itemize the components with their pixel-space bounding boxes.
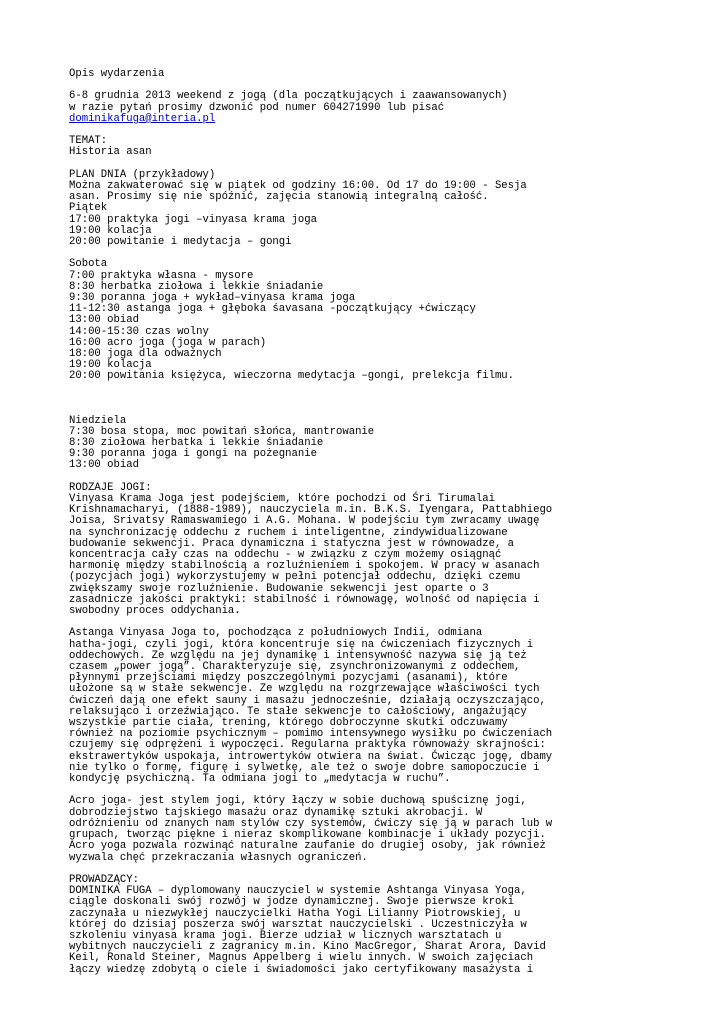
paragraph-line: łączy wiedzę zdobytą o ciele i świadomości jako certyfikowany masażysta i	[69, 963, 534, 976]
sunday-title: Niedziela	[69, 414, 127, 427]
paragraph-line: wybitnych nauczycieli z zagranicy m.in. Kino MacGregor, Sharat Arora, David	[69, 941, 546, 954]
saturday-title: Sobota	[69, 258, 108, 271]
vinyasa-krama-paragraph	[69, 494, 689, 617]
saturday-item: 11-12:30 astanga joga + głęboka śavasana -początkujący +ćwiczący	[69, 303, 476, 316]
document-heading: Opis wydarzenia	[69, 68, 165, 80]
paragraph-line: budowanie sekwencji. Praca dynamiczna i statyczna jest w równowadze, a	[69, 537, 515, 550]
spacer	[69, 383, 689, 416]
sunday-item: 13:00 obiad	[69, 459, 139, 472]
spacer	[69, 248, 689, 259]
saturday-item: 9:30 poranna joga + wykład–vinyasa krama joga	[69, 292, 356, 304]
paragraph-line: harmonię między stabilnością a rozluźnieniem i spokojem. W pracy w asanach	[69, 560, 540, 573]
paragraph-line: oddechowych. Ze względu na jej dynamikę i intensywność nazywa się ją też	[69, 649, 527, 662]
saturday-item: 14:00-15:30 czas wolny	[69, 325, 209, 338]
paragraph-line: wyzwala chęć przekraczania własnych ograniczeń.	[69, 851, 368, 864]
topic-label: TEMAT:	[69, 135, 108, 148]
plan-line: asan. Prosimy się nie spóźnić, zajęcia stanowią integralną całość.	[69, 191, 489, 204]
paragraph-line: ułożone są w stałe sekwencje. Ze względu na rozgrzewające właściwości tych	[69, 683, 540, 696]
paragraph-line: wszystkie partie ciała, trening, którego dobroczynne skutki odczuwamy	[69, 717, 508, 730]
paragraph-line: Krishnamacharyi, (1888-1989), nauczyciela m.in. B.K.S. Iyengara, Pattabhiego	[69, 504, 553, 517]
leaders-label: PROWADZĄCY:	[69, 873, 139, 886]
friday-item: 19:00 kolacja	[69, 224, 152, 237]
spacer	[69, 125, 689, 136]
paragraph-line: na synchronizację oddechu z ruchem i inteligentne, zindywidualizowane	[69, 526, 508, 539]
document-page	[69, 69, 689, 976]
saturday-item: 8:30 herbatka ziołowa i lekkie śniadanie	[69, 280, 324, 293]
paragraph-line: Acro joga- jest stylem jogi, który łączy w sobie duchową spuściznę jogi,	[69, 795, 527, 808]
saturday-item: 13:00 obiad	[69, 314, 139, 327]
paragraph-line: kondycję psychiczną. Ta odmiana jogi to „medytacja w ruchu”.	[69, 773, 451, 786]
paragraph-line: koncentracja cały czas na oddechu - w związku z czym możemy osiągnąć	[69, 549, 502, 562]
sunday-item: 7:30 bosa stopa, moc powitań słońca, mantrowanie	[69, 425, 375, 438]
astanga-paragraph	[69, 628, 689, 785]
intro-line-1: 6-8 grudnia 2013 weekend z jogą (dla początkujących i zaawansowanych)	[69, 90, 508, 103]
sunday-item: 9:30 poranna joga i gongi na pożegnanie	[69, 448, 317, 461]
plan-line: Można zakwaterować się w piątek od godziny 16:00. Od 17 do 19:00 - Sesja	[69, 179, 527, 192]
saturday-item: 18:00 joga dla odważnych	[69, 348, 222, 361]
spacer	[69, 864, 689, 875]
paragraph-line: czasem „power jogą”. Charakteryzuje się, zsynchronizowanymi z oddechem,	[69, 661, 521, 674]
friday-item: 17:00 praktyka jogi –vinyasa krama joga	[69, 213, 317, 226]
email-link[interactable]: dominikafuga@interia.pl	[69, 112, 216, 125]
saturday-item: 19:00 kolacja	[69, 359, 152, 372]
paragraph-line: hatha-jogi, czyli jogi, która koncentruje się na ćwiczeniach fizycznych i	[69, 638, 534, 651]
paragraph-line: czujemy się odprężeni i wypoczęci. Regularna praktyka równoważy skrajności:	[69, 739, 546, 752]
paragraph-line: Joisa, Srivatsy Ramaswamiego i A.G. Mohana. W podejściu tym zwracamy uwagę	[69, 515, 540, 528]
paragraph-line: swobodny proces oddychania.	[69, 605, 241, 618]
paragraph-line: płynnymi przejściami między poszczególnymi pozycjami (asanami), które	[69, 672, 508, 685]
saturday-item: 7:00 praktyka własna - mysore	[69, 269, 254, 282]
spacer	[69, 472, 689, 483]
paragraph-line: której do dzisiaj poszerza swój warsztat nauczycielski . Uczestniczyła w	[69, 918, 527, 931]
plan-label: PLAN DNIA (przykładowy)	[69, 168, 216, 181]
paragraph-line: DOMINIKA FUGA – dyplomowany nauczyciel w systemie Ashtanga Vinyasa Yoga,	[69, 885, 527, 898]
paragraph-line: zasadnicze jakości praktyki: stabilność i równowagę, wolność od napięcia i	[69, 593, 540, 606]
paragraph-line: dobrodziejstwo tajskiego masażu oraz dynamikę sztuki akrobacji. W	[69, 806, 483, 819]
saturday-item: 20:00 powitania księżyca, wieczorna medytacja –gongi, prelekcja filmu.	[69, 370, 515, 383]
sunday-item: 8:30 ziołowa herbatka i lekkie śniadanie	[69, 437, 324, 450]
paragraph-line: zaczynała u niezwykłej nauczycielki Hatha Yogi Lilianny Piotrowskiej, u	[69, 907, 521, 920]
paragraph-line: ekstrawertyków uspokaja, introwertyków otwiera na świat. Ćwicząc jogę, dbamy	[69, 750, 553, 763]
paragraph-line: Vinyasa Krama Joga jest podejściem, które pochodzi od Śri Tirumalai	[69, 493, 495, 506]
yoga-types-label: RODZAJE JOGI:	[69, 481, 152, 494]
paragraph-line: ciągle doskonali swój rozwój w jodze dynamicznej. Swoje pierwsze kroki	[69, 896, 515, 909]
paragraph-line: ćwiczeń dają one efekt sauny i masażu jednocześnie, działają oczyszczająco,	[69, 694, 546, 707]
paragraph-line: Astanga Vinyasa Joga to, pochodząca z południowych Indii, odmiana	[69, 627, 483, 640]
paragraph-line: relaksująco i orzeźwiająco. Te stałe sekwencje to całościowy, angażujący	[69, 705, 527, 718]
paragraph-line: również na poziomie psychicznym – pomimo intensywnego wysiłku po ćwiczeniach	[69, 728, 553, 741]
leader-bio-paragraph	[69, 886, 689, 976]
topic-value: Historia asan	[69, 146, 152, 159]
paragraph-line: (pozycjach jogi) wykorzystujemy w pełni potencjał oddechu, dzięki czemu	[69, 571, 521, 584]
paragraph-line: zwiększamy swoje rozluźnienie. Budowanie sekwencji jest oparte o 3	[69, 582, 489, 595]
saturday-item: 16:00 acro joga (joga w parach)	[69, 336, 267, 349]
paragraph-line: odróżnieniu od znanych nam stylów czy systemów, ćwiczy się ją w parach lub w	[69, 817, 553, 830]
friday-title: Piątek	[69, 202, 108, 215]
paragraph-line: nie tylko o formę, figurę i sylwetkę, ale też o swoje dobre samopoczucie i	[69, 761, 540, 774]
paragraph-line: szkoleniu vinyasa krama jogi. Bierze udział w licznych warsztatach u	[69, 929, 502, 942]
intro-line-2: w razie pytań prosimy dzwonić pod numer 604271990 lub pisać	[69, 101, 445, 114]
paragraph-line: grupach, tworząc piękne i nieraz skomplikowane kombinacje i układy pozycji.	[69, 829, 546, 842]
friday-item: 20:00 powitanie i medytacja – gongi	[69, 236, 292, 248]
acro-yoga-paragraph	[69, 796, 689, 863]
paragraph-line: Keil, Ronald Steiner, Magnus Appelberg i wielu innych. W swoich zajęciach	[69, 952, 534, 965]
paragraph-line: Acro yoga pozwala rozwinąć naturalne zaufanie do drugiej osoby, jak również	[69, 840, 546, 853]
